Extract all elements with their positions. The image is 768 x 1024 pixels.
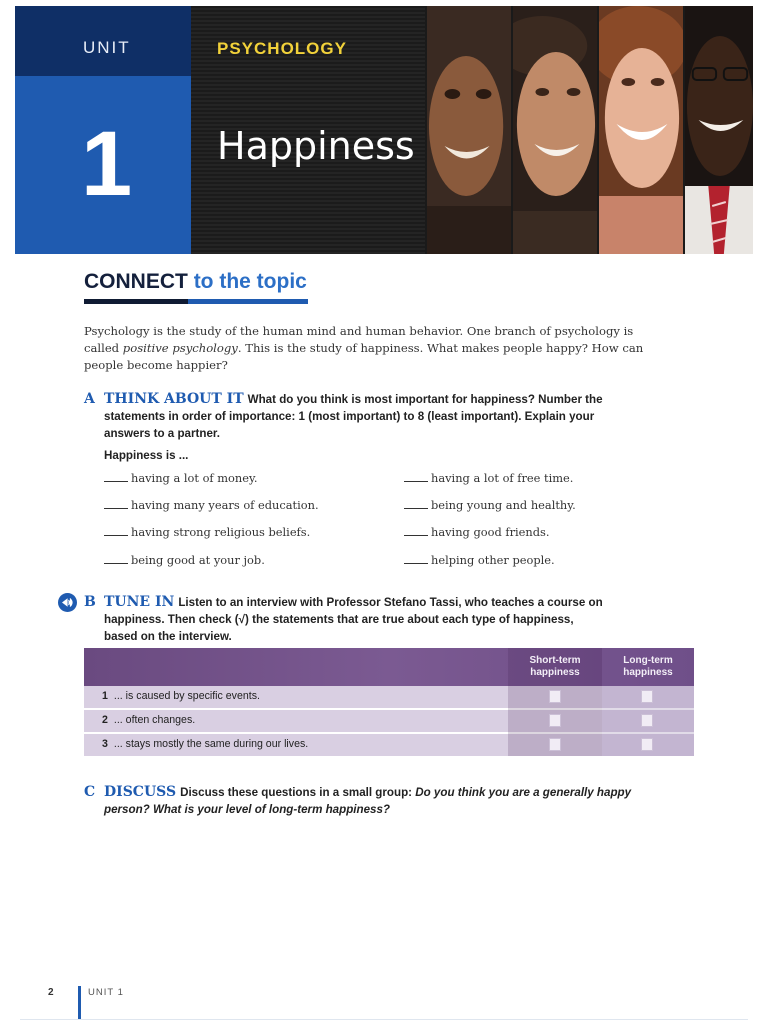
section-c-keyword: DISCUSS <box>104 784 177 800</box>
page-number: 2 <box>48 987 54 998</box>
column-header-short-term: Short-term happiness <box>529 655 581 678</box>
long-term-checkbox[interactable] <box>641 738 653 751</box>
section-b-letter: B <box>84 594 96 610</box>
smiling-face-photo <box>597 6 683 254</box>
connect-heading-rest: to the topic <box>193 270 307 293</box>
intro-text: . This is the study of happiness. What makes people happy? How can people become happier? <box>84 341 644 372</box>
statement-item[interactable]: having a lot of free time. <box>404 471 573 485</box>
section-a-letter: A <box>84 391 95 407</box>
short-term-checkbox[interactable] <box>549 714 561 727</box>
section-b-heading <box>104 594 604 645</box>
answer-blank[interactable] <box>404 508 428 509</box>
smiling-face-photo <box>683 6 753 254</box>
section-c-letter: C <box>84 784 96 800</box>
section-b-instructions: Listen to an interview with Professor Stefano Tassi, who teaches a course on happiness. Then check (√) the statements that are true about each type of happiness, based on the interview. <box>104 596 603 643</box>
long-term-checkbox[interactable] <box>641 714 653 727</box>
banner-photos <box>425 6 753 254</box>
table-row-label: 3 ... stays mostly the same during our lives. <box>102 738 309 750</box>
section-b-keyword: TUNE IN <box>104 594 175 610</box>
happiness-table <box>84 648 694 756</box>
section-a-heading <box>104 391 614 442</box>
long-term-checkbox[interactable] <box>641 690 653 703</box>
short-term-checkbox[interactable] <box>549 738 561 751</box>
happiness-label: Happiness is ... <box>104 449 189 462</box>
footer-divider <box>78 986 81 1020</box>
statement-item[interactable]: being good at your job. <box>104 553 265 567</box>
connect-heading <box>84 270 307 294</box>
answer-blank[interactable] <box>404 535 428 536</box>
answer-blank[interactable] <box>404 481 428 482</box>
subject-label: PSYCHOLOGY <box>217 39 347 58</box>
answer-blank[interactable] <box>104 508 128 509</box>
answer-blank[interactable] <box>404 563 428 564</box>
statement-item[interactable]: helping other people. <box>404 553 555 567</box>
section-c-heading <box>104 784 634 818</box>
audio-play-icon[interactable] <box>58 593 77 612</box>
statement-item[interactable]: having many years of education. <box>104 498 319 512</box>
section-c-questions: Do you think you are a generally happy person? What is your level of long-term happiness? <box>104 786 632 816</box>
short-term-checkbox[interactable] <box>549 690 561 703</box>
bottom-rule <box>20 1019 748 1020</box>
unit-block <box>15 6 191 254</box>
answer-blank[interactable] <box>104 535 128 536</box>
section-c-instructions: Discuss these questions in a small group: <box>180 786 413 799</box>
answer-blank[interactable] <box>104 563 128 564</box>
unit-banner <box>15 6 753 254</box>
title-block <box>191 6 425 254</box>
section-a-instructions: What do you think is most important for happiness? Number the statements in order of importance: 1 (most important) to 8 (least important). Explain your answers to a partner. <box>104 393 603 440</box>
statement-item[interactable]: being young and healthy. <box>404 498 576 512</box>
table-row-label: 2 ... often changes. <box>102 714 196 726</box>
intro-term: positive psychology <box>122 341 238 355</box>
smiling-face-photo <box>425 6 511 254</box>
statement-item[interactable]: having a lot of money. <box>104 471 258 485</box>
unit-number: 1 <box>81 113 133 215</box>
answer-blank[interactable] <box>104 481 128 482</box>
unit-label: UNIT <box>83 38 131 57</box>
connect-heading-lead: CONNECT <box>84 270 188 293</box>
table-row-label: 1 ... is caused by specific events. <box>102 690 260 702</box>
smiling-face-photo <box>511 6 597 254</box>
statement-item[interactable]: having good friends. <box>404 525 550 539</box>
connect-underline <box>84 299 308 304</box>
column-header-long-term: Long-term happiness <box>623 655 673 678</box>
footer-unit-label: UNIT 1 <box>88 987 124 998</box>
chapter-title: Happiness <box>217 124 415 168</box>
section-a-keyword: THINK ABOUT IT <box>104 391 244 407</box>
intro-paragraph <box>84 323 664 374</box>
statement-item[interactable]: having strong religious beliefs. <box>104 525 310 539</box>
intro-text: Psychology is the study of the human mind and human behavior. One branch of psychology is called <box>84 324 634 355</box>
